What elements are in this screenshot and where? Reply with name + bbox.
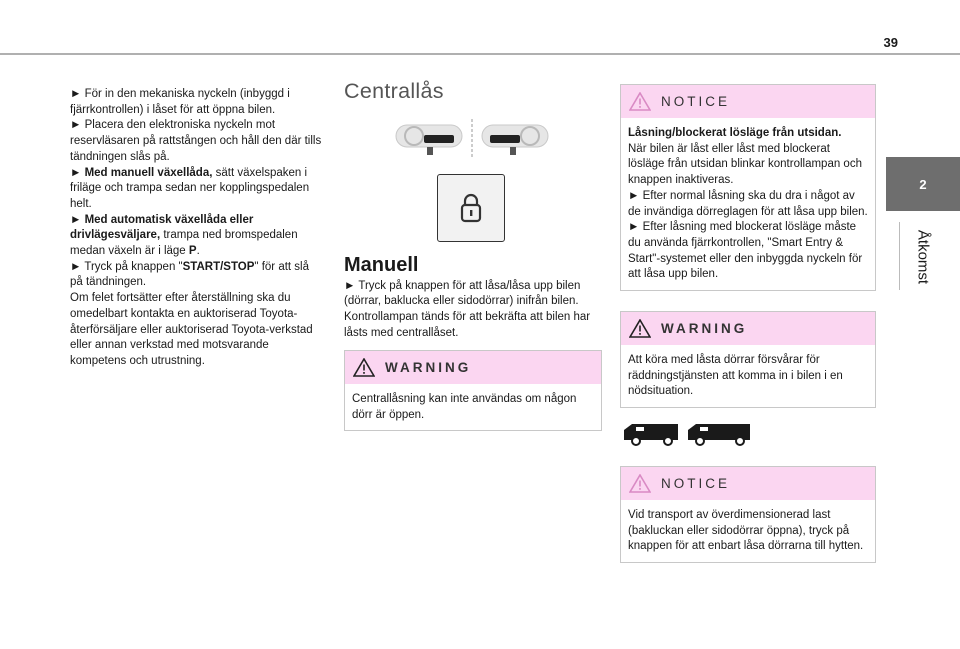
warning-title: WARNING [385, 360, 472, 375]
warning-icon [629, 319, 651, 338]
dashboard-illustration [392, 117, 552, 161]
paragraph: ► För in den mekaniska nyckeln (inbyggd i fjärrkontrollen) i låset för att öppna bilen. [70, 88, 290, 116]
notice-heading-text: Låsning/blockerat lösläge från utsidan. [628, 127, 842, 139]
warning-text: Att köra med låsta dörrar försvårar för räddningstjänsten att komma in i bilen i en nödsituation. [628, 354, 843, 398]
chapter-number: 2 [919, 176, 927, 192]
notice-header [621, 85, 875, 118]
text: trampa ned bromspedalen medan växeln är i läge [70, 229, 298, 258]
paragraph: Om felet fortsätter efter återställning ska du omedelbart kontakta en auktoriserad Toyota-återförsäljare eller auktoriserad Toyota-verkstad eller annan verkstad med motsvarande kompetens och utrustning. [70, 292, 313, 367]
chapter-title: Åtkomst [914, 229, 932, 285]
warning-text: Centrallåsning kan inte användas om någon dörr är öppen. [352, 393, 577, 421]
steering-wheel-right-icon [482, 125, 548, 155]
notice-icon [629, 92, 651, 111]
warning-box [620, 311, 876, 408]
paragraph [70, 260, 322, 291]
notice-heading [628, 126, 868, 142]
notice-title: NOTICE [661, 476, 731, 491]
gear-p: P [188, 245, 197, 258]
page-number: 39 [883, 35, 898, 50]
central-lock-button[interactable] [437, 174, 505, 242]
paragraph [70, 166, 322, 213]
column-1 [70, 87, 322, 370]
warning-icon [353, 358, 375, 377]
notice-text: Vid transport av överdimensionerad last (bakluckan eller sidodörrar öppna), tryck på knappen för att enbart låsa dörrarna till hytten. [628, 509, 864, 553]
text: . [196, 245, 200, 258]
manual-section [344, 254, 602, 342]
paragraph [70, 213, 322, 260]
van-illustration [622, 420, 752, 446]
paragraph: ► Efter låsning med blockerat lösläge måste du använda fjärrkontrollen, "Smart Entry & Start"-systemet eller den inbyggda nyckeln för att låsa upp bilen. [628, 221, 863, 281]
notice-box [620, 466, 876, 563]
text: " för att slå på tändningen. [70, 260, 309, 289]
bold-text: ► Med automatisk växellåda eller drivlägesväljare, [70, 213, 254, 242]
section-heading: Centrallås [344, 79, 444, 103]
start-stop-label: START/STOP [182, 260, 255, 273]
text: ► Tryck på knappen " [70, 260, 183, 273]
text: sätt växelspaken i friläge och trampa sedan ner kopplingspedalen helt. [70, 166, 310, 210]
warning-header [345, 351, 601, 384]
paragraph: När bilen är låst eller låst med blockerat lösläge från utsidan blinkar kontrollampan och knappen inaktiveras. [628, 142, 862, 187]
notice-header [621, 467, 875, 500]
warning-box [344, 350, 602, 431]
chapter-tab[interactable] [886, 157, 960, 211]
top-rule [0, 53, 960, 55]
paragraph: ► Placera den elektroniska nyckeln mot reservläsaren på rattstången och håll den där tills tändningen slås på. [70, 119, 322, 163]
notice-title: NOTICE [661, 94, 731, 109]
paragraph: ► Tryck på knappen för att låsa/låsa upp bilen (dörrar, baklucka eller sidodörrar) inifrån bilen. [344, 279, 581, 308]
paragraph: Kontrollampan tänds för att bekräfta att bilen har låsts med centrallåset. [344, 311, 591, 339]
bold-text: ► Med manuell växellåda, [70, 166, 213, 179]
van-long-icon [688, 424, 750, 445]
warning-title: WARNING [661, 321, 748, 336]
paragraph: ► Efter normal låsning ska du dra i något av de invändiga dörreglagen för att låsa upp bilen. [628, 189, 868, 218]
lock-icon [458, 192, 484, 224]
subsection-heading: Manuell [344, 254, 419, 276]
steering-wheel-left-icon [396, 125, 462, 155]
warning-header [621, 312, 875, 345]
side-divider [899, 222, 900, 290]
chapter-title-vertical [903, 222, 943, 292]
van-short-icon [624, 424, 678, 445]
notice-icon [629, 474, 651, 493]
notice-box [620, 84, 876, 291]
column-2 [344, 79, 602, 103]
